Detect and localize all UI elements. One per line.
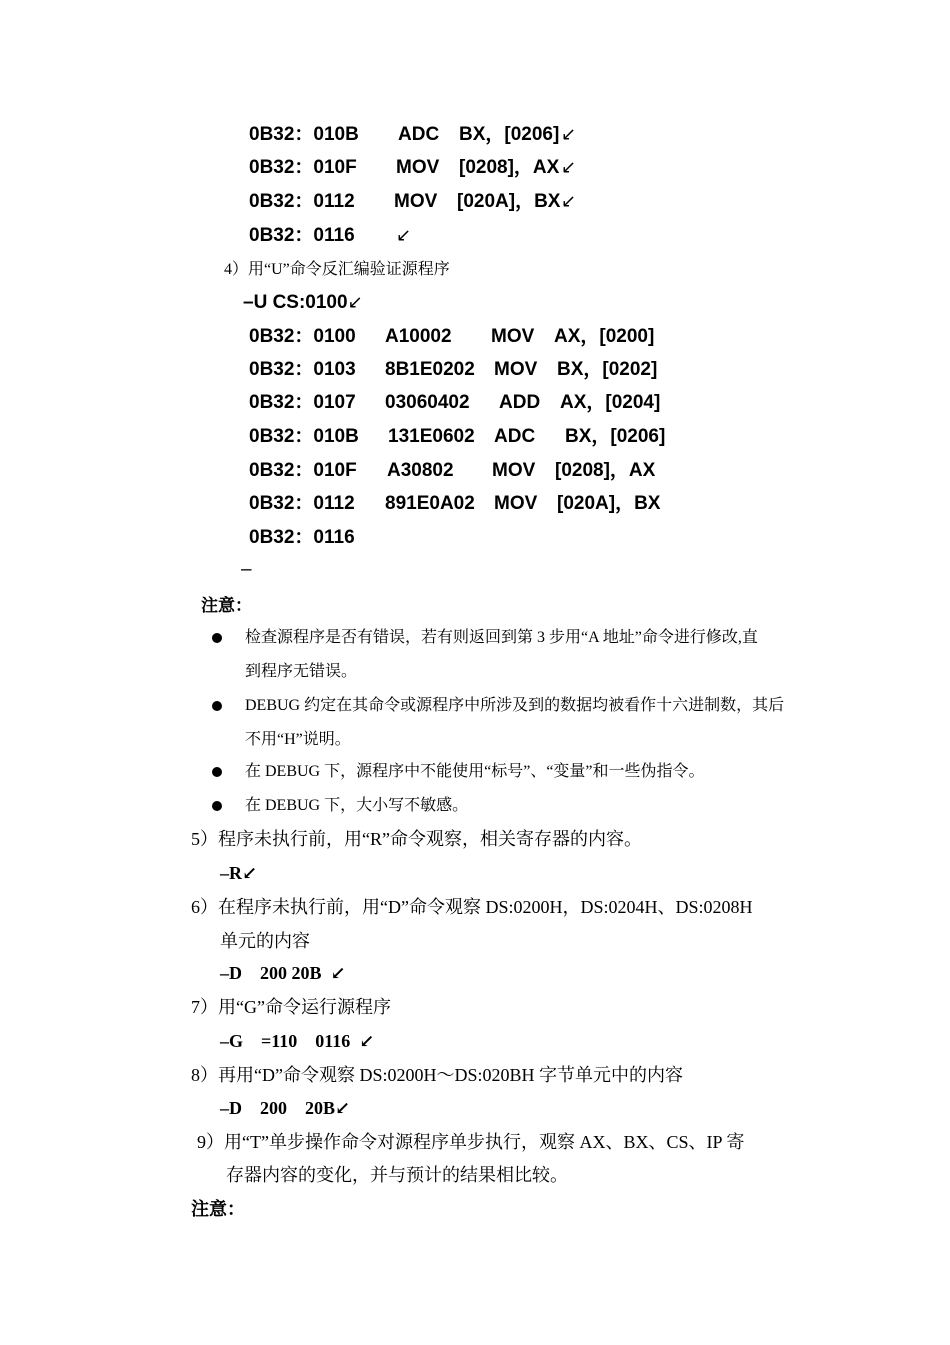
disasm-row — [0, 425, 950, 449]
enter-arrow-icon: ↙ — [347, 292, 363, 313]
disasm-mnemonic: MOV — [492, 460, 536, 481]
asm-line — [0, 123, 950, 147]
asm-line — [0, 224, 950, 248]
disasm-mnemonic: ADC — [494, 426, 536, 447]
disasm-mnemonic: MOV — [491, 326, 535, 347]
step-9-text-cont: 存器内容的变化，并与预计的结果相比较。 — [226, 1165, 568, 1185]
step-5-command: –R↙ — [220, 863, 258, 883]
step-5-text: 5）程序未执行前，用“R”命令观察，相关寄存器的内容。 — [191, 829, 642, 849]
step-6-text-cont: 单元的内容 — [220, 931, 310, 951]
disasm-operand: AX，[0200] — [554, 326, 655, 347]
step-4-title: 4）用“U”命令反汇编验证源程序 — [224, 261, 450, 278]
disasm-machine-code: A30802 — [387, 460, 454, 481]
disasm-row — [0, 459, 950, 483]
disasm-machine-code: 131E0602 — [388, 426, 475, 447]
step-9-text: 9）用“T”单步操作命令对源程序单步执行，观察 AX、BX、CS、IP 寄 — [197, 1132, 745, 1152]
disasm-mnemonic: ADD — [499, 392, 541, 413]
disasm-mnemonic: MOV — [494, 359, 538, 380]
disasm-operand: BX，[0202] — [557, 359, 658, 380]
disasm-row — [0, 391, 950, 415]
asm-address: 0B32：010B — [249, 124, 359, 145]
disasm-address: 0B32：010F — [249, 460, 357, 481]
step-8-text: 8）再用“D”命令观察 DS:0200H～DS:020BH 字节单元中的内容 — [191, 1065, 684, 1085]
disasm-row — [0, 325, 950, 349]
disasm-mnemonic: MOV — [494, 493, 538, 514]
step-8-command: –D 200 20B↙ — [220, 1098, 351, 1118]
enter-arrow-icon: ↙ — [561, 157, 577, 178]
disasm-operand: BX，[0206] — [565, 426, 666, 447]
step-6-text: 6）在程序未执行前，用“D”命令观察 DS:0200H，DS:0204H、DS:0208H — [191, 897, 753, 917]
asm-mnemonic: MOV — [396, 157, 440, 178]
note-bullet-text: DEBUG 约定在其命令或源程序中所涉及到的数据均被看作十六进制数，其后 — [245, 697, 785, 714]
disasm-address: 0B32：0112 — [249, 493, 355, 514]
disasm-operand: AX，[0204] — [560, 392, 661, 413]
note-heading: 注意： — [191, 1199, 245, 1219]
disasm-address: 0B32：0107 — [249, 392, 356, 413]
disasm-machine-code: 8B1E0202 — [385, 359, 475, 380]
asm-address: 0B32：0116 — [249, 225, 355, 246]
step-4-command — [243, 291, 363, 315]
asm-address: 0B32：0112 — [249, 191, 355, 212]
asm-mnemonic: MOV — [394, 191, 438, 212]
asm-operand: [020A]，BX — [457, 191, 561, 212]
note-bullet-text: 检查源程序是否有错误，若有则返回到第 3 步用“A 地址”命令进行修改,直 — [245, 629, 758, 646]
asm-operand: [0208]，AX — [459, 157, 560, 178]
asm-operand: BX，[0206] — [459, 124, 560, 145]
bullet-icon — [212, 767, 222, 777]
prompt-marker: – — [241, 559, 252, 580]
asm-address: 0B32：010F — [249, 157, 357, 178]
disasm-address: 0B32：0100 — [249, 326, 356, 347]
command-text: –U CS:0100 — [243, 292, 348, 313]
asm-line — [0, 190, 950, 214]
disasm-address: 0B32：0116 — [249, 527, 355, 548]
bullet-icon — [212, 633, 222, 643]
disasm-machine-code: A10002 — [385, 326, 452, 347]
enter-arrow-icon: ↙ — [396, 225, 412, 246]
disasm-row — [0, 492, 950, 516]
disasm-operand: [0208]，AX — [555, 460, 656, 481]
note-bullet-text: 在 DEBUG 下，大小写不敏感。 — [245, 797, 469, 814]
step-6-command: –D 200 20B ↙ — [220, 963, 346, 983]
enter-arrow-icon: ↙ — [561, 124, 577, 145]
note-bullet-text: 不用“H”说明。 — [245, 731, 351, 748]
asm-line — [0, 156, 950, 180]
disasm-address: 0B32：0103 — [249, 359, 356, 380]
disasm-machine-code: 03060402 — [385, 392, 470, 413]
disasm-machine-code: 891E0A02 — [385, 493, 475, 514]
disasm-row — [0, 526, 950, 550]
disasm-row — [0, 358, 950, 382]
bullet-icon — [212, 701, 222, 711]
disasm-operand: [020A]，BX — [557, 493, 661, 514]
note-bullet-text: 到程序无错误。 — [245, 663, 358, 680]
note-heading: 注意： — [201, 596, 252, 615]
step-7-text: 7）用“G”命令运行源程序 — [191, 997, 391, 1017]
enter-arrow-icon: ↙ — [561, 191, 577, 212]
step-7-command: –G =110 0116 ↙ — [220, 1031, 375, 1051]
bullet-icon — [212, 801, 222, 811]
note-bullet-text: 在 DEBUG 下，源程序中不能使用“标号”、“变量”和一些伪指令。 — [245, 763, 705, 780]
disasm-address: 0B32：010B — [249, 426, 359, 447]
asm-mnemonic: ADC — [398, 124, 440, 145]
